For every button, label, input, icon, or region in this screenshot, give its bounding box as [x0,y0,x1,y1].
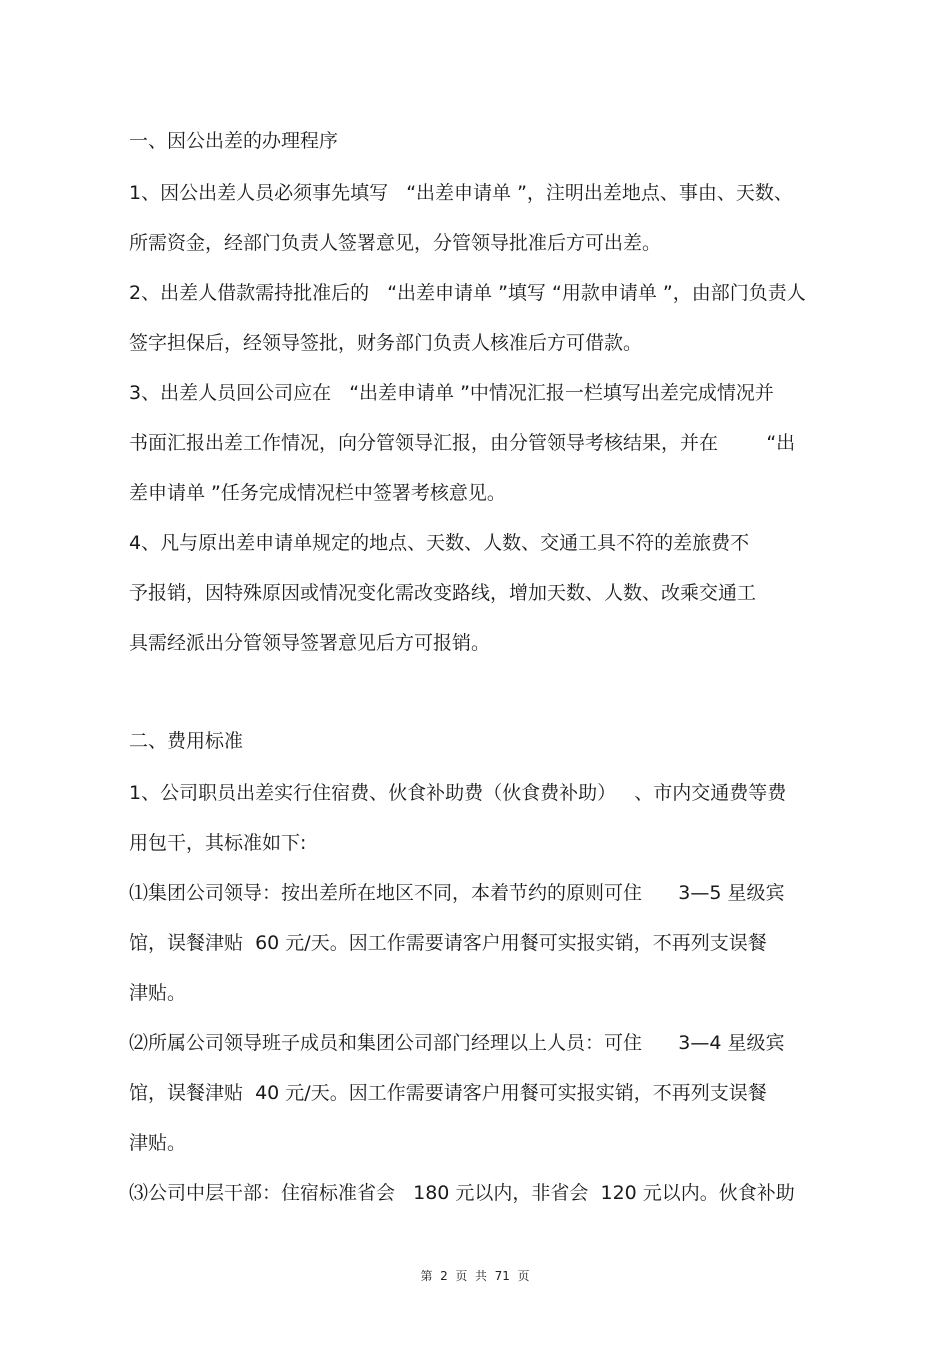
paragraph-line: 馆，误餐津贴 40 元/天。因工作需要请客户用餐可实报实销，不再列支误餐 [129,1082,767,1104]
section-heading-expense-standard: 二、费用标准 [129,730,244,752]
paragraph-line: 津贴。 [129,1132,187,1154]
paragraph-line: 津贴。 [129,982,187,1004]
paragraph-line: ⑵所属公司领导班子成员和集团公司部门经理以上人员：可住 3—4 星级宾 [129,1032,785,1054]
paragraph-line: 用包干，其标准如下: [129,832,307,854]
paragraph-line: 予报销，因特殊原因或情况变化需改变路线，增加天数、人数、改乘交通工 [129,582,757,604]
paragraph-line: 馆，误餐津贴 60 元/天。因工作需要请客户用餐可实报实销，不再列支误餐 [129,932,767,954]
paragraph-line: 3、出差人员回公司应在 “出差申请单 ”中情况汇报一栏填写出差完成情况并 [129,382,774,404]
paragraph-line: 具需经派出分管领导签署意见后方可报销。 [129,632,491,654]
paragraph-line: 1、公司职员出差实行住宿费、伙食补助费（伙食费补助） 、市内交通费等费 [129,782,787,804]
paragraph-line: 1、因公出差人员必须事先填写 “出差申请单 ”，注明出差地点、事由、天数、 [129,182,793,204]
paragraph-line: 书面汇报出差工作情况，向分管领导汇报，由分管领导考核结果，并在 “出 [129,432,796,454]
paragraph-line: ⑶公司中层干部：住宿标准省会 180 元以内，非省会 120 元以内。伙食补助 [129,1182,795,1204]
paragraph-line: ⑴集团公司领导：按出差所在地区不同，本着节约的原则可住 3—5 星级宾 [129,882,785,904]
paragraph-line: 4、凡与原出差申请单规定的地点、天数、人数、交通工具不符的差旅费不 [129,532,750,554]
section-heading-procedure: 一、因公出差的办理程序 [129,130,339,152]
paragraph-line: 2、出差人借款需持批准后的 “出差申请单 ”填写 “用款申请单 ”，由部门负责人 [129,282,806,304]
page-number-footer: 第 2 页 共 71 页 [420,1269,530,1283]
paragraph-line: 差申请单 ”任务完成情况栏中签署考核意见。 [129,482,506,504]
paragraph-line: 所需资金，经部门负责人签署意见，分管领导批准后方可出差。 [129,232,662,254]
paragraph-line: 签字担保后，经领导签批，财务部门负责人核准后方可借款。 [129,332,643,354]
